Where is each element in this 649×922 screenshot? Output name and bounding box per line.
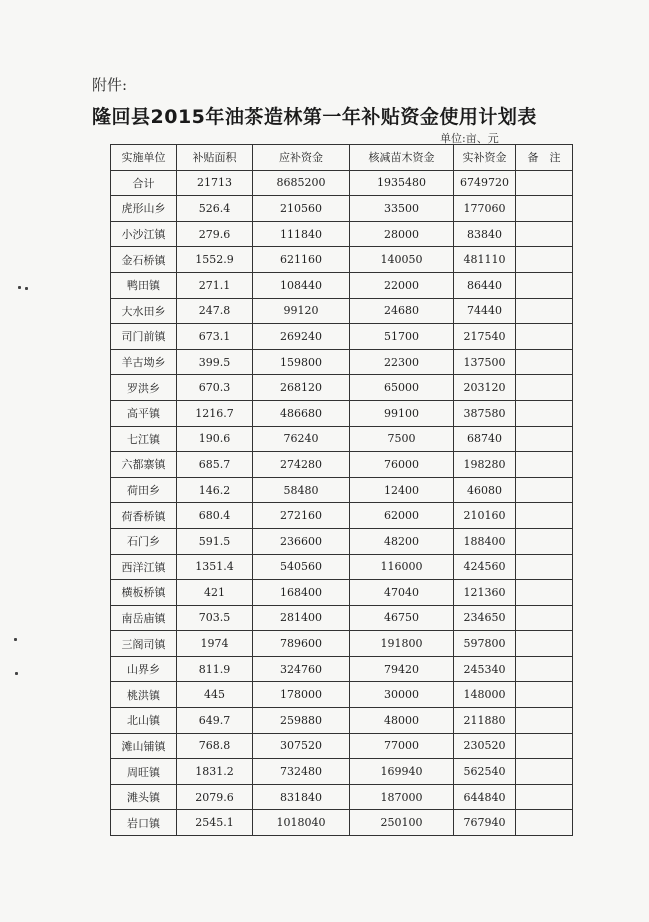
table-cell: 670.3 (177, 375, 253, 401)
table-row (111, 298, 573, 324)
table-cell: 247.8 (177, 298, 253, 324)
table-row (111, 452, 573, 478)
column-header: 实施单位 (111, 145, 177, 171)
table-cell: 1018040 (253, 810, 350, 836)
table-cell (516, 733, 573, 759)
table-cell: 99100 (350, 400, 454, 426)
table-cell: 46750 (350, 605, 454, 631)
table-cell: 22300 (350, 349, 454, 375)
table-cell: 703.5 (177, 605, 253, 631)
table-cell: 445 (177, 682, 253, 708)
table-row (111, 349, 573, 375)
table-cell: 116000 (350, 554, 454, 580)
table-cell (516, 400, 573, 426)
table-cell (516, 656, 573, 682)
table-cell: 南岳庙镇 (111, 605, 177, 631)
table-cell: 481110 (454, 247, 516, 273)
table-cell: 6749720 (454, 170, 516, 196)
table-cell: 111840 (253, 221, 350, 247)
table-cell: 1552.9 (177, 247, 253, 273)
table-cell: 8685200 (253, 170, 350, 196)
table-row (111, 631, 573, 657)
table-cell: 621160 (253, 247, 350, 273)
table-row (111, 426, 573, 452)
table-cell: 33500 (350, 196, 454, 222)
table-cell: 1216.7 (177, 400, 253, 426)
table-cell: 79420 (350, 656, 454, 682)
table-row (111, 375, 573, 401)
table-cell: 387580 (454, 400, 516, 426)
table-cell: 1831.2 (177, 759, 253, 785)
table-cell: 159800 (253, 349, 350, 375)
table-cell: 271.1 (177, 272, 253, 298)
table-cell: 山界乡 (111, 656, 177, 682)
table-cell: 12400 (350, 477, 454, 503)
table-cell: 486680 (253, 400, 350, 426)
table-cell: 274280 (253, 452, 350, 478)
table-cell: 76240 (253, 426, 350, 452)
table-cell: 28000 (350, 221, 454, 247)
table-cell: 680.4 (177, 503, 253, 529)
scan-speck (18, 286, 21, 289)
unit-label: 单位:亩、元 (440, 132, 499, 145)
table-row (111, 221, 573, 247)
scan-speck (14, 638, 17, 641)
subsidy-table (110, 144, 573, 836)
table-cell: 121360 (454, 580, 516, 606)
attachment-label: 附件: (92, 76, 128, 94)
table-row (111, 196, 573, 222)
table-row (111, 580, 573, 606)
table-cell: 146.2 (177, 477, 253, 503)
table-row (111, 528, 573, 554)
table-row (111, 810, 573, 836)
table-cell: 644840 (454, 784, 516, 810)
table-cell: 210160 (454, 503, 516, 529)
table-cell: 591.5 (177, 528, 253, 554)
table-cell: 滩头镇 (111, 784, 177, 810)
table-cell: 三阁司镇 (111, 631, 177, 657)
table-cell: 48200 (350, 528, 454, 554)
table-cell: 191800 (350, 631, 454, 657)
table-cell: 83840 (454, 221, 516, 247)
table-row (111, 656, 573, 682)
table-cell: 732480 (253, 759, 350, 785)
table-cell: 685.7 (177, 452, 253, 478)
table-cell: 小沙江镇 (111, 221, 177, 247)
table-cell: 76000 (350, 452, 454, 478)
table-cell: 24680 (350, 298, 454, 324)
table-cell: 281400 (253, 605, 350, 631)
table-cell (516, 272, 573, 298)
table-row (111, 759, 573, 785)
table-cell (516, 528, 573, 554)
column-header: 补贴面积 (177, 145, 253, 171)
table-cell: 7500 (350, 426, 454, 452)
table-cell: 62000 (350, 503, 454, 529)
table-cell: 230520 (454, 733, 516, 759)
table-cell: 七江镇 (111, 426, 177, 452)
table-cell: 司门前镇 (111, 324, 177, 350)
table-cell: 岩口镇 (111, 810, 177, 836)
table-cell: 190.6 (177, 426, 253, 452)
table-cell: 250100 (350, 810, 454, 836)
table-cell: 22000 (350, 272, 454, 298)
table-row (111, 477, 573, 503)
table-cell: 424560 (454, 554, 516, 580)
table-cell: 108440 (253, 272, 350, 298)
table-cell: 217540 (454, 324, 516, 350)
table-cell: 86440 (454, 272, 516, 298)
table-cell: 198280 (454, 452, 516, 478)
table-cell: 245340 (454, 656, 516, 682)
table-cell (516, 759, 573, 785)
scan-speck (15, 672, 18, 675)
table-row (111, 170, 573, 196)
table-cell (516, 426, 573, 452)
table-cell: 259880 (253, 708, 350, 734)
table-row (111, 272, 573, 298)
table-cell (516, 298, 573, 324)
table-cell: 768.8 (177, 733, 253, 759)
column-header: 备 注 (516, 145, 573, 171)
table-cell: 307520 (253, 733, 350, 759)
table-cell: 罗洪乡 (111, 375, 177, 401)
table-cell: 272160 (253, 503, 350, 529)
table-cell: 65000 (350, 375, 454, 401)
table-row (111, 247, 573, 273)
table-cell (516, 247, 573, 273)
table-cell (516, 477, 573, 503)
table-cell: 177060 (454, 196, 516, 222)
table-row (111, 733, 573, 759)
table-cell: 58480 (253, 477, 350, 503)
table-cell: 399.5 (177, 349, 253, 375)
table-cell: 北山镇 (111, 708, 177, 734)
table-cell (516, 810, 573, 836)
table-cell: 169940 (350, 759, 454, 785)
table-cell: 1351.4 (177, 554, 253, 580)
table-cell: 74440 (454, 298, 516, 324)
table-cell: 金石桥镇 (111, 247, 177, 273)
table-cell: 46080 (454, 477, 516, 503)
table-cell: 187000 (350, 784, 454, 810)
table-cell: 211880 (454, 708, 516, 734)
table-row (111, 324, 573, 350)
table-cell: 周旺镇 (111, 759, 177, 785)
table-cell: 西洋江镇 (111, 554, 177, 580)
table-cell: 234650 (454, 605, 516, 631)
table-cell: 荷香桥镇 (111, 503, 177, 529)
column-header: 核减苗木资金 (350, 145, 454, 171)
table-cell: 540560 (253, 554, 350, 580)
table-cell: 桃洪镇 (111, 682, 177, 708)
table-cell (516, 196, 573, 222)
table-cell (516, 324, 573, 350)
table-row (111, 605, 573, 631)
table-cell: 大水田乡 (111, 298, 177, 324)
table-cell: 421 (177, 580, 253, 606)
scan-speck (25, 287, 28, 290)
table-cell: 526.4 (177, 196, 253, 222)
table-cell: 597800 (454, 631, 516, 657)
table-cell: 279.6 (177, 221, 253, 247)
table-cell: 324760 (253, 656, 350, 682)
table-cell: 236600 (253, 528, 350, 554)
table-cell: 合计 (111, 170, 177, 196)
table-cell: 99120 (253, 298, 350, 324)
table-cell: 789600 (253, 631, 350, 657)
table-cell: 831840 (253, 784, 350, 810)
table-row (111, 784, 573, 810)
table-cell: 21713 (177, 170, 253, 196)
table-cell: 188400 (454, 528, 516, 554)
table-cell: 811.9 (177, 656, 253, 682)
table-cell: 210560 (253, 196, 350, 222)
table-cell (516, 349, 573, 375)
table-row (111, 400, 573, 426)
table-header-row (111, 145, 573, 171)
table-cell: 649.7 (177, 708, 253, 734)
table-cell: 2545.1 (177, 810, 253, 836)
table-cell (516, 605, 573, 631)
table-cell (516, 452, 573, 478)
table-cell: 横板桥镇 (111, 580, 177, 606)
table-cell (516, 170, 573, 196)
table-cell: 140050 (350, 247, 454, 273)
table-row (111, 554, 573, 580)
table-cell: 203120 (454, 375, 516, 401)
table-cell: 68740 (454, 426, 516, 452)
table-cell: 268120 (253, 375, 350, 401)
table-cell: 51700 (350, 324, 454, 350)
table-cell: 77000 (350, 733, 454, 759)
table-cell: 673.1 (177, 324, 253, 350)
table-cell (516, 784, 573, 810)
table-cell: 滩山铺镇 (111, 733, 177, 759)
table-cell: 47040 (350, 580, 454, 606)
table-cell: 168400 (253, 580, 350, 606)
table-cell: 石门乡 (111, 528, 177, 554)
table-cell: 1935480 (350, 170, 454, 196)
table-cell: 269240 (253, 324, 350, 350)
table-cell: 30000 (350, 682, 454, 708)
table-cell: 767940 (454, 810, 516, 836)
table-cell (516, 682, 573, 708)
table-cell: 2079.6 (177, 784, 253, 810)
table-row (111, 708, 573, 734)
column-header: 实补资金 (454, 145, 516, 171)
page-title: 隆回县2015年油茶造林第一年补贴资金使用计划表 (92, 106, 537, 128)
table-cell (516, 580, 573, 606)
column-header: 应补资金 (253, 145, 350, 171)
table-cell: 鸭田镇 (111, 272, 177, 298)
table-cell: 羊古坳乡 (111, 349, 177, 375)
table-row (111, 682, 573, 708)
table-body (111, 170, 573, 835)
table-row (111, 503, 573, 529)
table-cell (516, 221, 573, 247)
table-cell (516, 708, 573, 734)
table-cell (516, 631, 573, 657)
table-cell: 148000 (454, 682, 516, 708)
table-cell: 1974 (177, 631, 253, 657)
table-cell: 高平镇 (111, 400, 177, 426)
table-cell: 137500 (454, 349, 516, 375)
table-cell (516, 503, 573, 529)
table-cell: 562540 (454, 759, 516, 785)
table-cell: 六都寨镇 (111, 452, 177, 478)
table-cell: 48000 (350, 708, 454, 734)
table-cell (516, 554, 573, 580)
table-cell (516, 375, 573, 401)
table-cell: 虎形山乡 (111, 196, 177, 222)
table-cell: 178000 (253, 682, 350, 708)
table-cell: 荷田乡 (111, 477, 177, 503)
